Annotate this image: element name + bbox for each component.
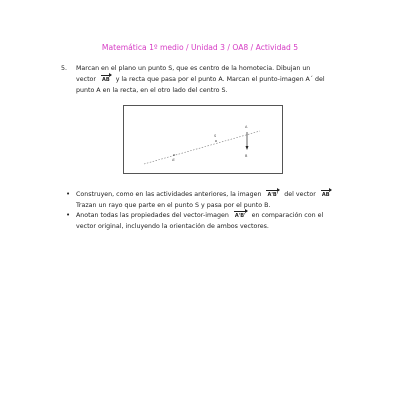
label-s: S [214, 134, 217, 138]
paragraph-line-2 [76, 76, 325, 84]
bullet-2-line-1 [76, 212, 323, 220]
vector-ab-arrowhead [246, 146, 249, 150]
page-title: Matemática 1º medio / Unidad 3 / OA8 / Actividad 5 [101, 43, 299, 52]
point-a-prime [173, 154, 175, 156]
bullet-2-text-b: en comparación con el [251, 212, 324, 219]
label-a-prime: A' [172, 158, 176, 162]
bullet-1-text-b: del vector [284, 191, 316, 198]
homothety-figure [123, 105, 283, 174]
label-a: A [245, 125, 248, 129]
bullet-1-text-a: Construyen, como en las actividades anteriores, la imagen [76, 191, 262, 198]
bullet-1-marker: • [66, 190, 71, 198]
paragraph-line-2-end: y la recta que pasa por el punto A. Marcan el punto-imagen A´ del [115, 76, 325, 83]
vector-a-prime-b-prime-label-2: A'B' [234, 213, 246, 219]
paragraph-line-1: Marcan en el plano un punto S, que es centro de la homotecia. Dibujan un [76, 65, 311, 72]
paragraph-line-3: punto A en la recta, en el otro lado del centro S. [76, 87, 228, 94]
figure-drawing [124, 106, 284, 175]
bullet-1-line-1 [76, 191, 334, 199]
bullet-2-text-a: Anotan todas las propiedades del vector-imagen [76, 212, 229, 219]
label-b: B [245, 154, 248, 158]
vector-a-prime-b-prime-label: A'B' [267, 192, 279, 198]
item-number: 5. [61, 65, 68, 72]
bullet-2-marker: • [66, 211, 71, 219]
paragraph-line-2-start: vector [76, 76, 96, 83]
bullet-1-line-2: Trazan un rayo que parte en el punto S y pasa por el punto B. [76, 202, 271, 209]
bullet-2-line-2: vector original, incluyendo la orientación de ambos vectores. [76, 223, 269, 230]
point-s [215, 140, 217, 142]
dashed-line [144, 131, 260, 164]
vector-ab-label-2: AB [321, 192, 330, 198]
vector-ab-label: AB [102, 77, 110, 83]
